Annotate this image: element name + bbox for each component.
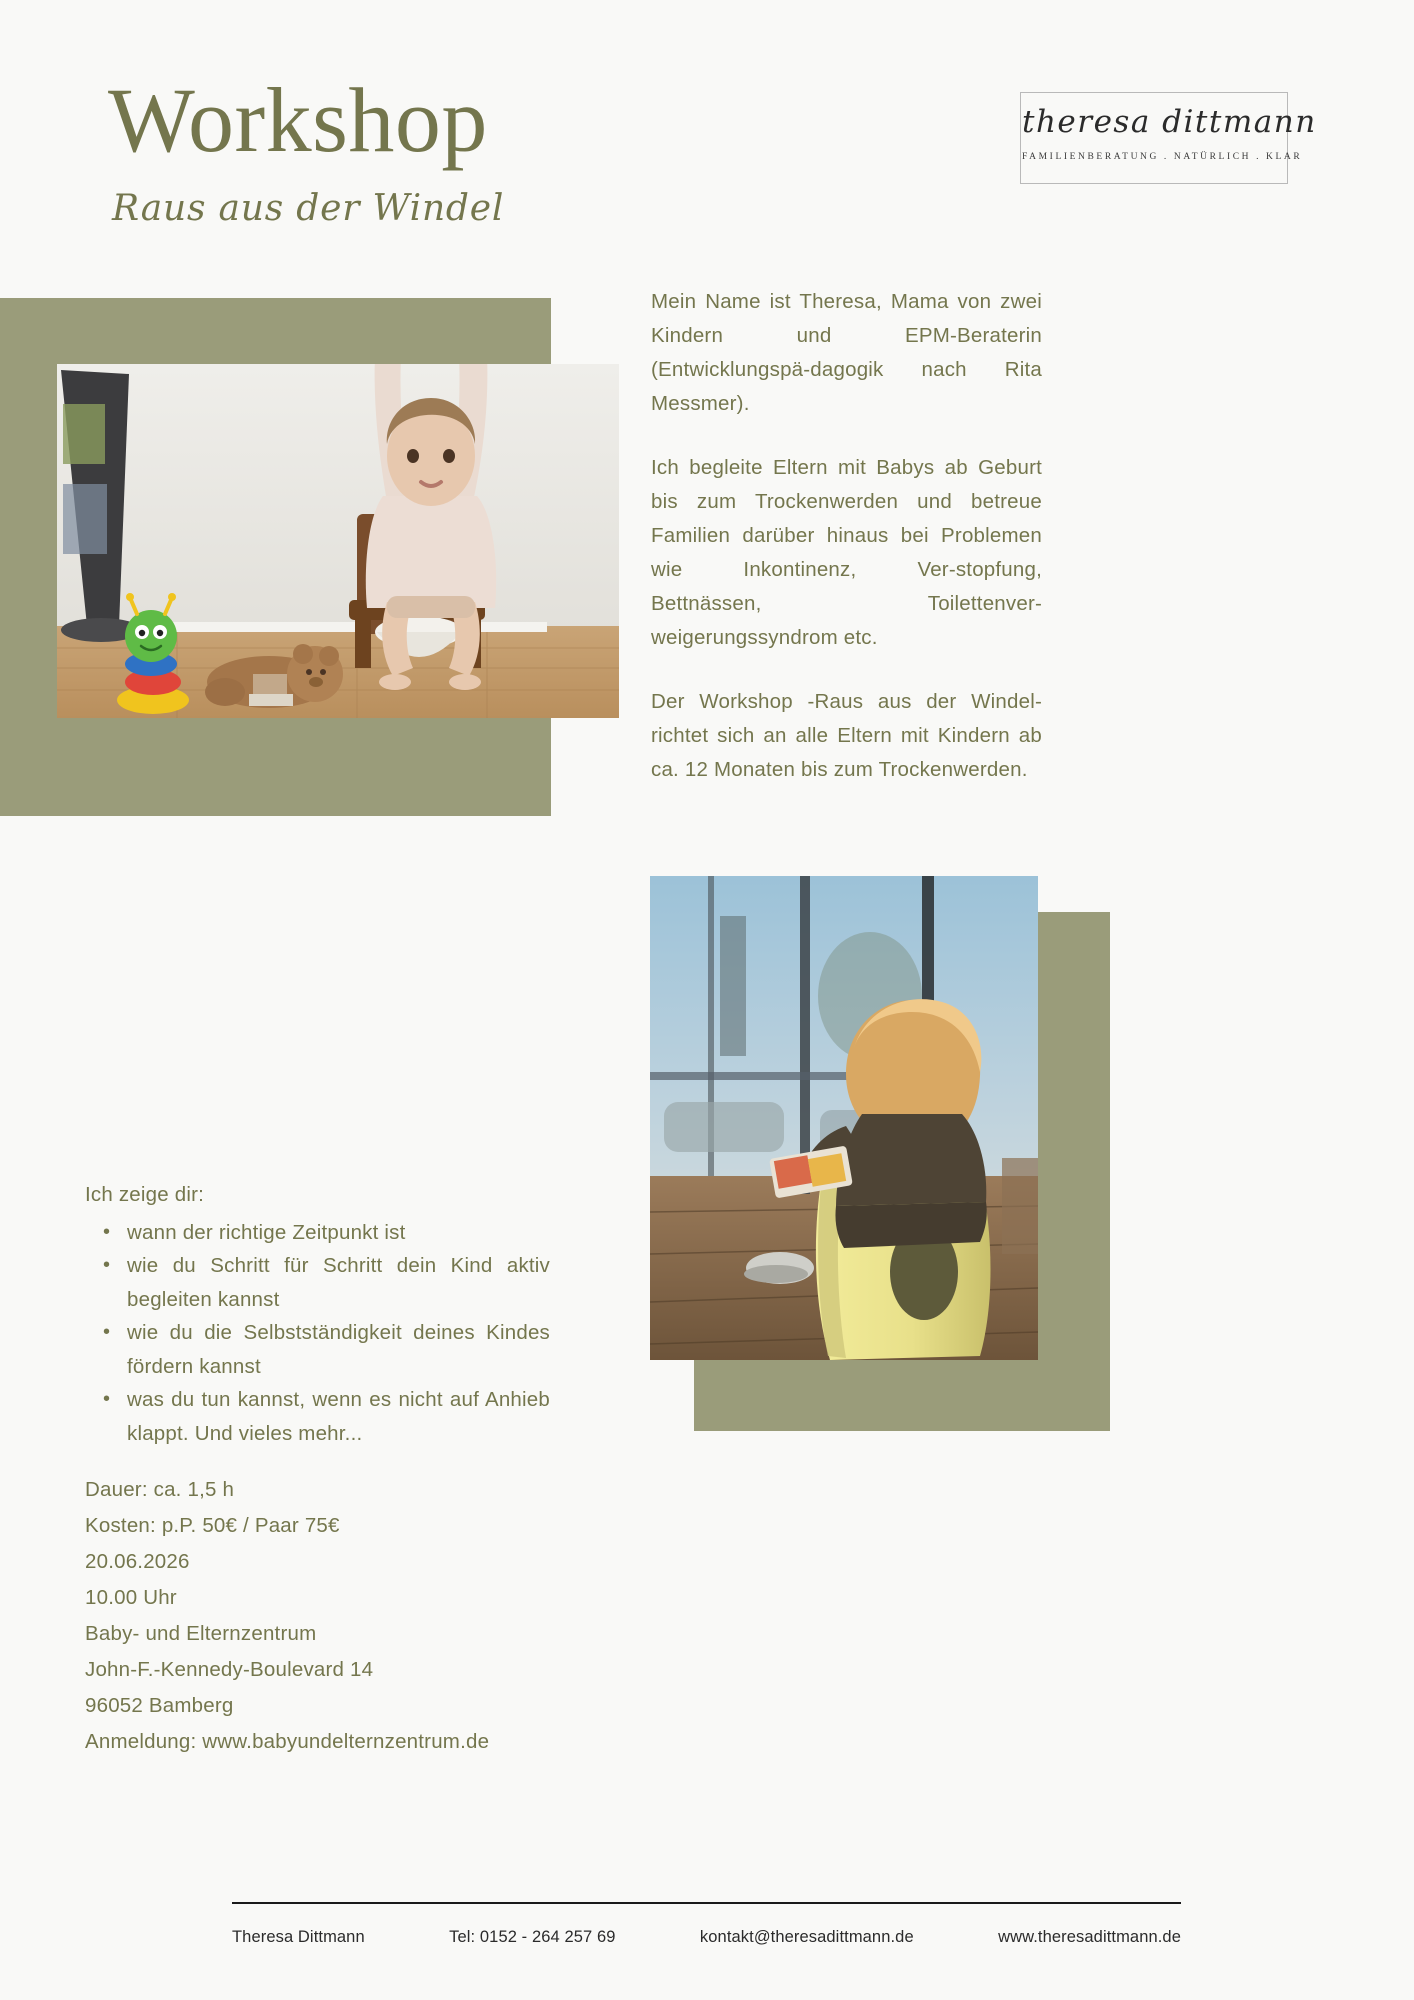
intro-paragraph-2: Ich begleite Eltern mit Babys ab Geburt bis zum Trockenwerden und betreue Familien darüber hinaus bei Problemen wie Inkontinenz, Ver-stopfung, Bettnässen, Toilettenver-weigerungssyndrom etc.: [651, 456, 1042, 649]
logo-name: theresa dittmann: [1022, 104, 1317, 140]
intro-text-column: [651, 285, 1042, 787]
photo-toddler-potty-chair: [57, 364, 619, 718]
intro-paragraph-3: Der Workshop -Raus aus der Windel- richtet sich an alle Eltern mit Kindern ab ca. 12 Monaten bis zum Trockenwerden.: [651, 690, 1042, 781]
detail-time: 10.00 Uhr: [85, 1586, 177, 1609]
page-title: Workshop: [108, 69, 488, 171]
detail-city: 96052 Bamberg: [85, 1694, 234, 1717]
detail-registration-link[interactable]: Anmeldung: www.babyundelternzentrum.de: [85, 1730, 490, 1753]
photo-top-illustration: [57, 364, 619, 718]
photo-toddler-potty-stool: [650, 876, 1038, 1360]
footer-website[interactable]: www.theresadittmann.de: [998, 1928, 1181, 1946]
detail-date: 20.06.2026: [85, 1550, 190, 1573]
photo-bottom-illustration: [650, 876, 1038, 1360]
logo-tagline: FAMILIENBERATUNG . NATÜRLICH . KLAR: [1022, 152, 1303, 162]
detail-duration: Dauer: ca. 1,5 h: [85, 1478, 235, 1501]
footer-name: Theresa Dittmann: [232, 1928, 365, 1946]
footer-email[interactable]: kontakt@theresadittmann.de: [699, 1928, 914, 1946]
detail-price: Kosten: p.P. 50€ / Paar 75€: [85, 1514, 340, 1537]
intro-paragraph-1: Mein Name ist Theresa, Mama von zwei Kindern und EPM-Beraterin (Entwicklungspä-dagogik nach Rita Messmer).: [651, 290, 1042, 415]
list-item: • wann der richtige Zeitpunkt ist: [125, 1216, 550, 1250]
footer-divider: [232, 1902, 1181, 1904]
list-item: • wie du die Selbstständigkeit deines Kindes fördern kannst: [125, 1316, 550, 1383]
event-details-block: [85, 1472, 605, 1760]
offer-list-block: [85, 1178, 550, 1450]
list-item: • was du tun kannst, wenn es nicht auf Anhieb klappt. Und vieles mehr...: [125, 1383, 550, 1450]
detail-street: John-F.-Kennedy-Boulevard 14: [85, 1658, 374, 1681]
detail-venue: Baby- und Elternzentrum: [85, 1622, 317, 1645]
footer-phone: Tel: 0152 - 264 257 69: [449, 1928, 616, 1946]
offer-bullet-list: [85, 1216, 550, 1451]
list-item: • wie du Schritt für Schritt dein Kind aktiv begleiten kannst: [125, 1249, 550, 1316]
offer-lead-in: Ich zeige dir:: [85, 1183, 205, 1206]
footer-contact-bar: [232, 1928, 1181, 1947]
page-subtitle: Raus aus der Windel: [112, 188, 505, 229]
